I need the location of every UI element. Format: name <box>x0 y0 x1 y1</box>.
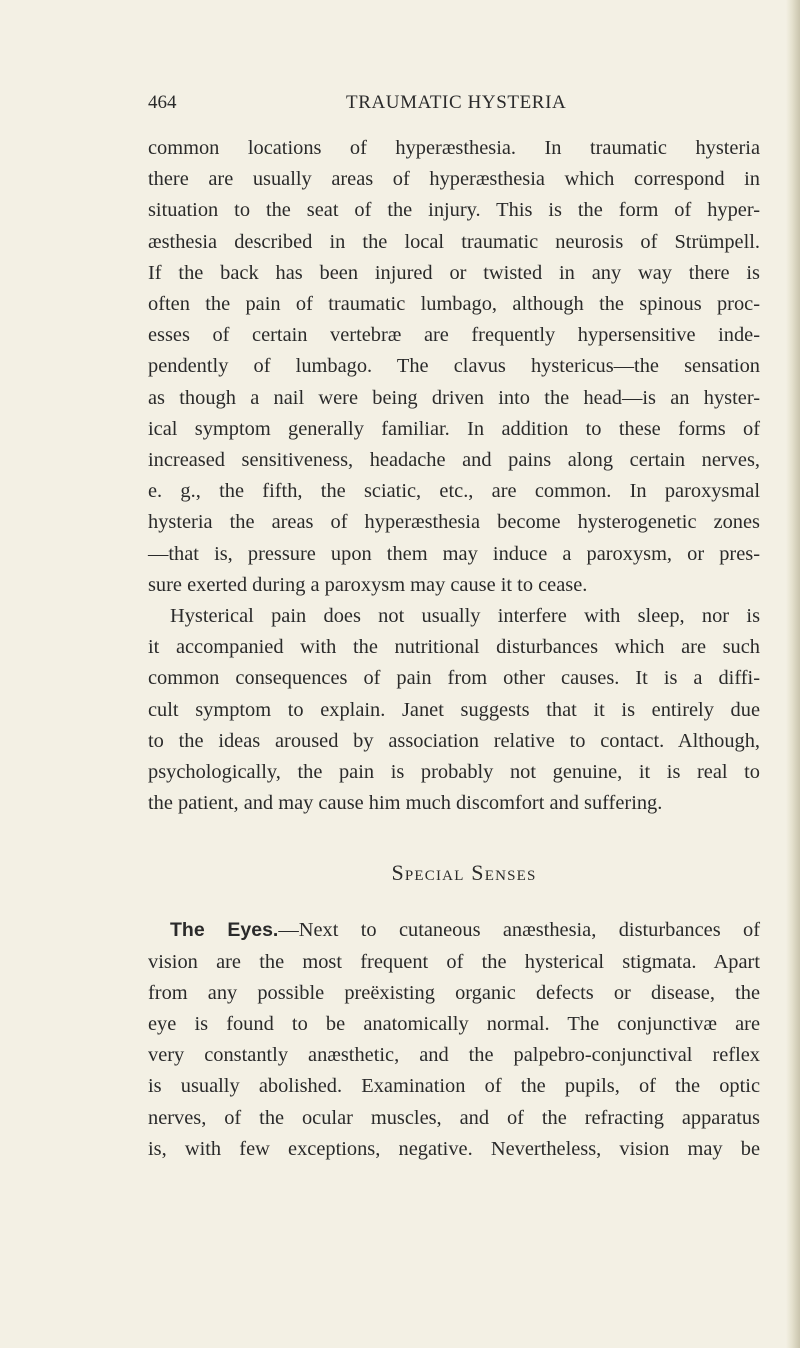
text-line: it accompanied with the nutritional disturbances which are such <box>148 636 760 659</box>
text-line: is usually abolished. Examination of the pupils, of the optic <box>148 1075 760 1098</box>
text-line: psychologically, the pain is probably not genuine, it is real to <box>148 761 760 784</box>
text-line <box>148 915 760 946</box>
text-line: sure exerted during a paroxysm may cause it to cease. <box>148 573 588 596</box>
text-line: is, with few exceptions, negative. Nevertheless, vision may be <box>148 1137 760 1160</box>
text-line: to the ideas aroused by association relative to contact. Although, <box>148 729 760 752</box>
text-line: there are usually areas of hyperæsthesia which correspond in <box>148 168 760 191</box>
paragraph-eyes <box>148 915 760 1165</box>
paragraph-hyperaesthesia <box>148 133 760 601</box>
text-line: If the back has been injured or twisted in any way there is <box>148 261 760 284</box>
text-line: the patient, and may cause him much discomfort and suffering. <box>148 792 663 815</box>
text-line: esses of certain vertebræ are frequently hypersensitive inde- <box>148 324 760 347</box>
text-line: hysteria the areas of hyperæsthesia become hysterogenetic zones <box>148 511 760 534</box>
body-text <box>148 133 760 1165</box>
page-edge-shadow <box>786 0 800 1348</box>
page-number: 464 <box>148 92 177 113</box>
text-line: increased sensitiveness, headache and pains along certain nerves, <box>148 449 760 472</box>
running-title: TRAUMATIC HYSTERIA <box>346 92 567 113</box>
text-line-rest: —Next to cutaneous anæsthesia, disturbances of <box>278 919 760 942</box>
text-line: as though a nail were being driven into the head—is an hyster- <box>148 386 760 409</box>
text-line: Hysterical pain does not usually interfere with sleep, nor is <box>170 605 760 628</box>
text-line: —that is, pressure upon them may induce a paroxysm, or pres- <box>148 542 760 565</box>
text-line: situation to the seat of the injury. This is the form of hyper- <box>148 199 760 222</box>
text-line: e. g., the fifth, the sciatic, etc., are common. In paroxysmal <box>148 480 760 503</box>
running-head <box>148 88 760 118</box>
paragraph-hysterical-pain <box>148 601 760 819</box>
book-page <box>148 88 760 1165</box>
text-line: often the pain of traumatic lumbago, although the spinous proc- <box>148 293 760 316</box>
text-line: vision are the most frequent of the hysterical stigmata. Apart <box>148 950 760 973</box>
text-line: pendently of lumbago. The clavus hystericus—the sensation <box>148 355 760 378</box>
section-heading: Special Senses <box>391 860 537 886</box>
text-line: very constantly anæsthetic, and the palpebro-conjunctival reflex <box>148 1044 760 1067</box>
run-in-heading: The Eyes. <box>170 919 279 942</box>
text-line: from any possible preëxisting organic defects or disease, the <box>148 981 760 1004</box>
text-line: æsthesia described in the local traumatic neurosis of Strümpell. <box>148 230 760 253</box>
text-line: ical symptom generally familiar. In addition to these forms of <box>148 417 760 440</box>
text-line: common consequences of pain from other causes. It is a diffi- <box>148 667 760 690</box>
text-line: common locations of hyperæsthesia. In traumatic hysteria <box>148 137 760 159</box>
text-line: cult symptom to explain. Janet suggests that it is entirely due <box>148 698 760 721</box>
text-line: nerves, of the ocular muscles, and of the refracting apparatus <box>148 1106 760 1129</box>
text-line: eye is found to be anatomically normal. The conjunctivæ are <box>148 1013 760 1036</box>
